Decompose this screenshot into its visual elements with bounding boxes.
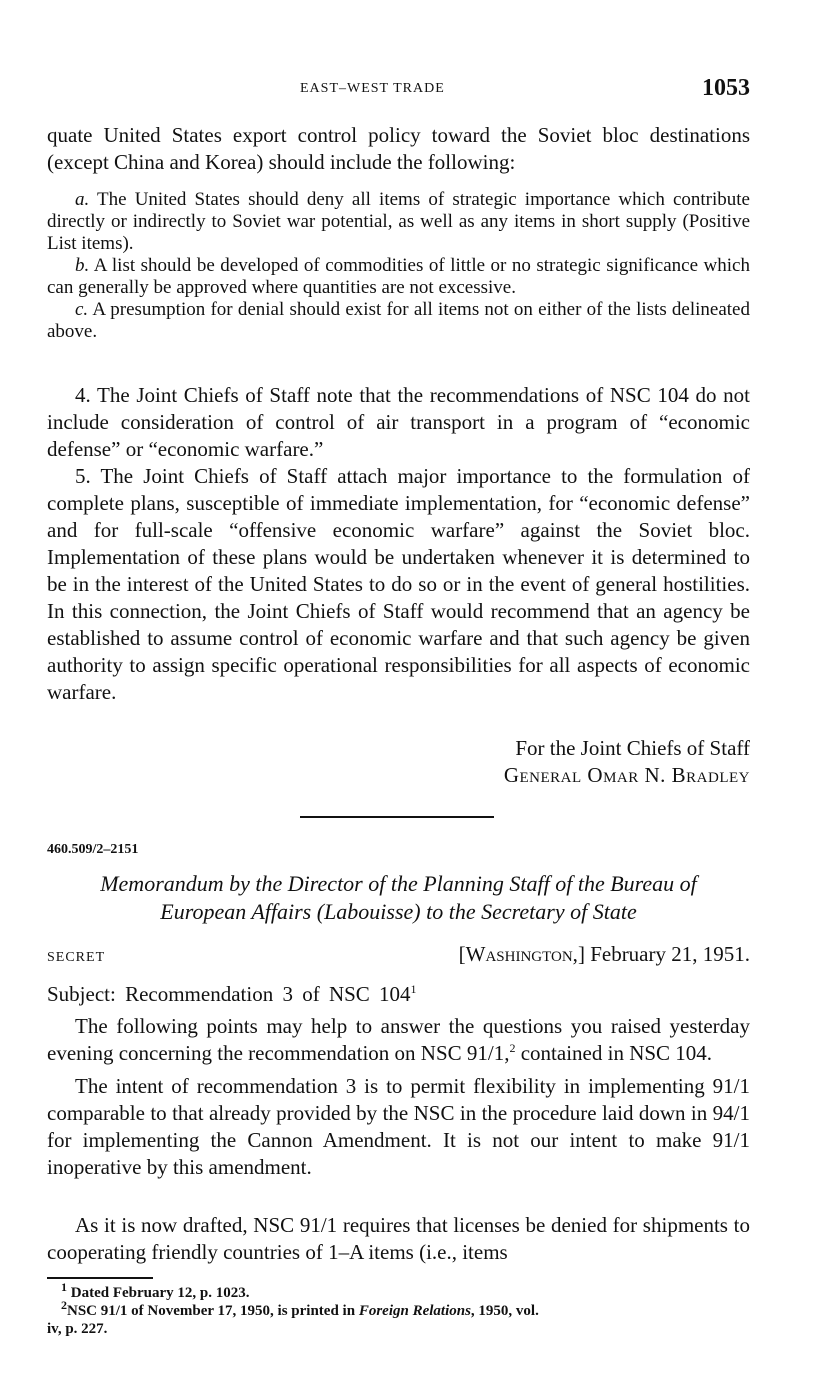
list-item-text: The United States should deny all items of strategic importance which contribute directly or indirectly to Soviet war potential, as well as any items in short supply (Positive List items). bbox=[47, 189, 750, 254]
memo-title-line: Memorandum by the Director of the Planning Staff of the Bureau of bbox=[100, 871, 697, 896]
paragraph-5: 5. The Joint Chiefs of Staff attach major importance to the formulation of complete plans, susceptible of immediate implementation, for “economic defense” and for full-scale “offensive economic warfare” against the Soviet bloc. Implementation of these plans would be undertaken whenever it is determined to be in the interest of the United States to do so or in the event of general hostilities. In this connection, the Joint Chiefs of Staff would recommend that an agency be established to assume control of economic warfare and that such agency be given authority to assign specific operational responsibilities for all aspects of economic warfare. bbox=[47, 464, 750, 704]
footnotes bbox=[47, 1280, 750, 1338]
footnote-continuation: iv, p. 227. bbox=[47, 1321, 108, 1337]
footnote-text: NSC 91/1 of November 17, 1950, is printed in bbox=[67, 1303, 359, 1319]
intro-paragraph: quate United States export control policy toward the Soviet bloc destinations (except China and Korea) should include the following: bbox=[47, 123, 750, 174]
paragraph-4: 4. The Joint Chiefs of Staff note that the recommendations of NSC 104 do not include consideration of control of air transport in a program of “economic defense” or “economic warfare.” bbox=[47, 383, 750, 461]
list-item-letter: c. bbox=[75, 299, 89, 320]
memo-paragraph-2: The intent of recommendation 3 is to permit flexibility in implementing 91/1 comparable to that already provided by the NSC in the procedure laid down in 94/1 for implementing the Cannon Amendment. It is not our intent to make 91/1 inoperative by this amendment. bbox=[47, 1074, 750, 1179]
footnote bbox=[47, 1280, 750, 1302]
signature-name: General Omar N. Bradley bbox=[503, 763, 750, 787]
footnote-ref: 2 bbox=[509, 1041, 516, 1055]
subject-text: Subject: Recommendation 3 of NSC 104 bbox=[47, 982, 411, 1006]
page-header bbox=[47, 75, 750, 107]
footnote-divider bbox=[47, 1277, 153, 1279]
list-item-letter: b. bbox=[75, 255, 90, 276]
classification-label: SECRET bbox=[47, 950, 106, 965]
subject-line bbox=[47, 982, 417, 1007]
list-item bbox=[47, 189, 750, 255]
page-number: 1053 bbox=[702, 75, 750, 101]
signature-line: For the Joint Chiefs of Staff bbox=[515, 736, 750, 760]
memo-paragraph-3: As it is now drafted, NSC 91/1 requires that licenses be denied for shipments to cooperating friendly countries of 1–A items (i.e., items bbox=[47, 1213, 750, 1264]
footnote-marker: 1 bbox=[61, 1280, 67, 1294]
list-item bbox=[47, 299, 750, 343]
list-item-letter: a. bbox=[75, 189, 90, 210]
dateline: [Washington,] February 21, 1951. bbox=[458, 942, 750, 966]
list-item-text: A presumption for denial should exist for all items not on either of the lists delineated above. bbox=[47, 299, 750, 342]
footnote-text: Dated February 12, p. 1023. bbox=[67, 1285, 250, 1301]
file-number: 460.509/2–2151 bbox=[47, 842, 139, 857]
running-title: EAST–WEST TRADE bbox=[300, 81, 445, 96]
memo-title bbox=[47, 870, 750, 926]
policy-list bbox=[47, 189, 750, 343]
dateline-date: February 21, 1951. bbox=[584, 942, 750, 966]
footnote-italic: Foreign Relations bbox=[358, 1303, 471, 1319]
footnote bbox=[47, 1298, 750, 1320]
dateline-place: Washington, bbox=[465, 942, 578, 966]
memo-paragraph-text: The following points may help to answer the questions you raised yesterday evening concerning the recommendation on NSC 91/1, bbox=[47, 1014, 750, 1065]
section-divider bbox=[300, 816, 494, 818]
footnote-marker: 2 bbox=[61, 1298, 67, 1312]
memo-paragraph-1 bbox=[47, 1013, 750, 1067]
memo-paragraph-text: contained in NSC 104. bbox=[515, 1041, 713, 1065]
footnote-ref: 1 bbox=[410, 982, 417, 996]
list-item bbox=[47, 255, 750, 299]
signature-block bbox=[504, 735, 750, 789]
memo-title-line: European Affairs (Labouisse) to the Secretary of State bbox=[160, 899, 637, 924]
list-item-text: A list should be developed of commodities of little or no strategic significance which can generally be approved where quantities are not excessive. bbox=[47, 255, 750, 298]
footnote-text: , 1950, vol. bbox=[470, 1303, 539, 1319]
